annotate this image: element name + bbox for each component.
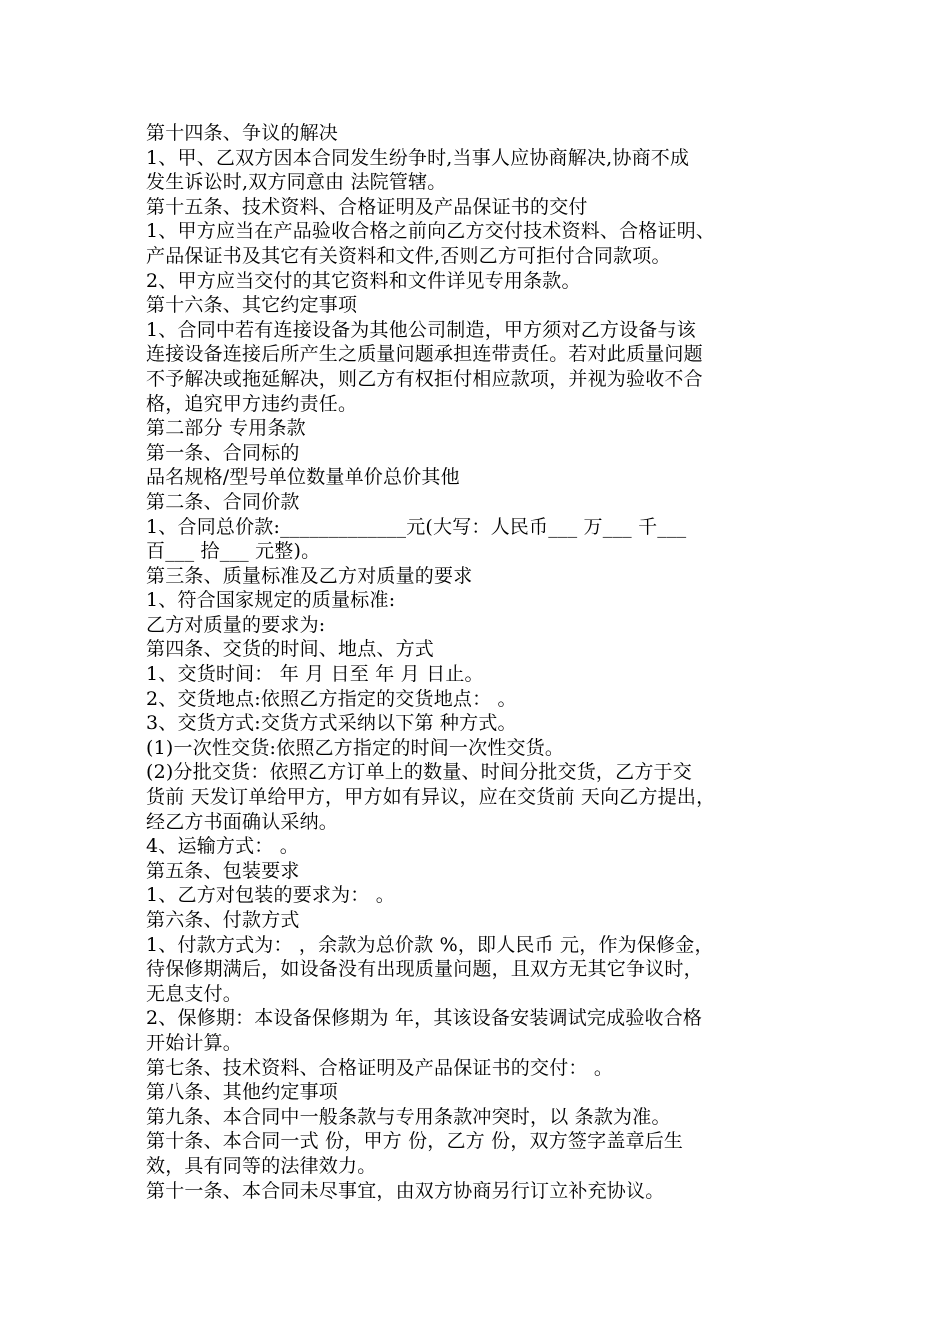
text-line: 品名规格/型号单位数量单价总价其他 bbox=[146, 466, 460, 489]
text-line: 第六条、付款方式 bbox=[146, 909, 300, 931]
text-line: 第十六条、其它约定事项 bbox=[146, 294, 358, 317]
text-line: 效，具有同等的法律效力。 bbox=[146, 1154, 377, 1177]
text-line: 1、符合国家规定的质量标准: bbox=[146, 589, 396, 612]
text-line: 第四条、交货的时间、地点、方式 bbox=[146, 638, 435, 661]
text-line: 第二部分 专用条款 bbox=[146, 417, 306, 440]
text-line: 2、保修期：本设备保修期为 年，其该设备安装调试完成验收合格 bbox=[146, 1007, 703, 1030]
text-line: 第十五条、技术资料、合格证明及产品保证书的交付 bbox=[146, 195, 588, 218]
text-line: 1、合同总价款:_____________元(大写：人民币___ 万___ 千___ bbox=[146, 515, 687, 538]
text-line: 4、运输方式： 。 bbox=[146, 835, 299, 858]
text-line: 2、甲方应当交付的其它资料和文件详见专用条款。 bbox=[146, 269, 581, 292]
text-line: 第十条、本合同一式 份，甲方 份，乙方 份，双方签字盖章后生 bbox=[146, 1130, 684, 1153]
text-line: 第十四条、争议的解决 bbox=[146, 122, 339, 144]
text-line: 乙方对质量的要求为: bbox=[146, 613, 326, 636]
text-line: 连接设备连接后所产生之质量问题承担连带责任。若对此质量问题 bbox=[146, 343, 703, 366]
text-line: 1、付款方式为： ，余款为总价款 %，即人民币 元，作为保修金， bbox=[146, 933, 714, 956]
text-line: 第一条、合同标的 bbox=[146, 441, 300, 464]
text-line: (2)分批交货：依照乙方订单上的数量、时间分批交货，乙方于交 bbox=[146, 761, 692, 784]
text-line: 1、甲、乙双方因本合同发生纷争时,当事人应协商解决,协商不成 bbox=[146, 146, 690, 169]
text-line: 第五条、包装要求 bbox=[146, 859, 300, 882]
text-line: 开始计算。 bbox=[146, 1031, 243, 1054]
text-line: 2、交货地点:依照乙方指定的交货地点： 。 bbox=[146, 687, 517, 710]
text-line: 3、交货方式:交货方式采纳以下第 种方式。 bbox=[146, 712, 517, 735]
text-line: 第九条、本合同中一般条款与专用条款冲突时，以 条款为准。 bbox=[146, 1105, 671, 1128]
text-line: 第七条、技术资料、合格证明及产品保证书的交付： 。 bbox=[146, 1056, 614, 1079]
text-line: 货前 天发订单给甲方，甲方如有异议，应在交货前 天向乙方提出， bbox=[146, 786, 716, 809]
text-line: 第三条、质量标准及乙方对质量的要求 bbox=[146, 564, 473, 587]
text-line: 1、交货时间： 年 月 日至 年 月 日止。 bbox=[146, 663, 484, 686]
text-line: 无息支付。 bbox=[146, 982, 243, 1005]
text-line: 第八条、其他约定事项 bbox=[146, 1081, 339, 1104]
text-line: 待保修期满后，如设备没有出现质量问题，且双方无其它争议时， bbox=[146, 958, 703, 981]
text-line: 产品保证书及其它有关资料和文件,否则乙方可拒付合同款项。 bbox=[146, 244, 671, 267]
text-line: 1、合同中若有连接设备为其他公司制造，甲方须对乙方设备与该 bbox=[146, 318, 696, 341]
text-line: 第二条、合同价款 bbox=[146, 490, 300, 513]
text-line: 1、甲方应当在产品验收合格之前向乙方交付技术资料、合格证明、 bbox=[146, 220, 716, 243]
text-line: 经乙方书面确认采纳。 bbox=[146, 810, 339, 833]
text-line: 1、乙方对包装的要求为： 。 bbox=[146, 884, 395, 907]
document-body bbox=[146, 121, 810, 1203]
text-line: 格，追究甲方违约责任。 bbox=[146, 392, 358, 415]
text-line: (1)一次性交货:依照乙方指定的时间一次性交货。 bbox=[146, 736, 565, 759]
text-line: 发生诉讼时,双方同意由 法院管辖。 bbox=[146, 171, 447, 194]
text-line: 第十一条、本合同未尽事宜，由双方协商另行订立补充协议。 bbox=[146, 1179, 665, 1202]
text-line: 不予解决或拖延解决，则乙方有权拒付相应款项，并视为验收不合 bbox=[146, 367, 703, 390]
text-line: 百___ 拾___ 元整)。 bbox=[146, 540, 321, 563]
